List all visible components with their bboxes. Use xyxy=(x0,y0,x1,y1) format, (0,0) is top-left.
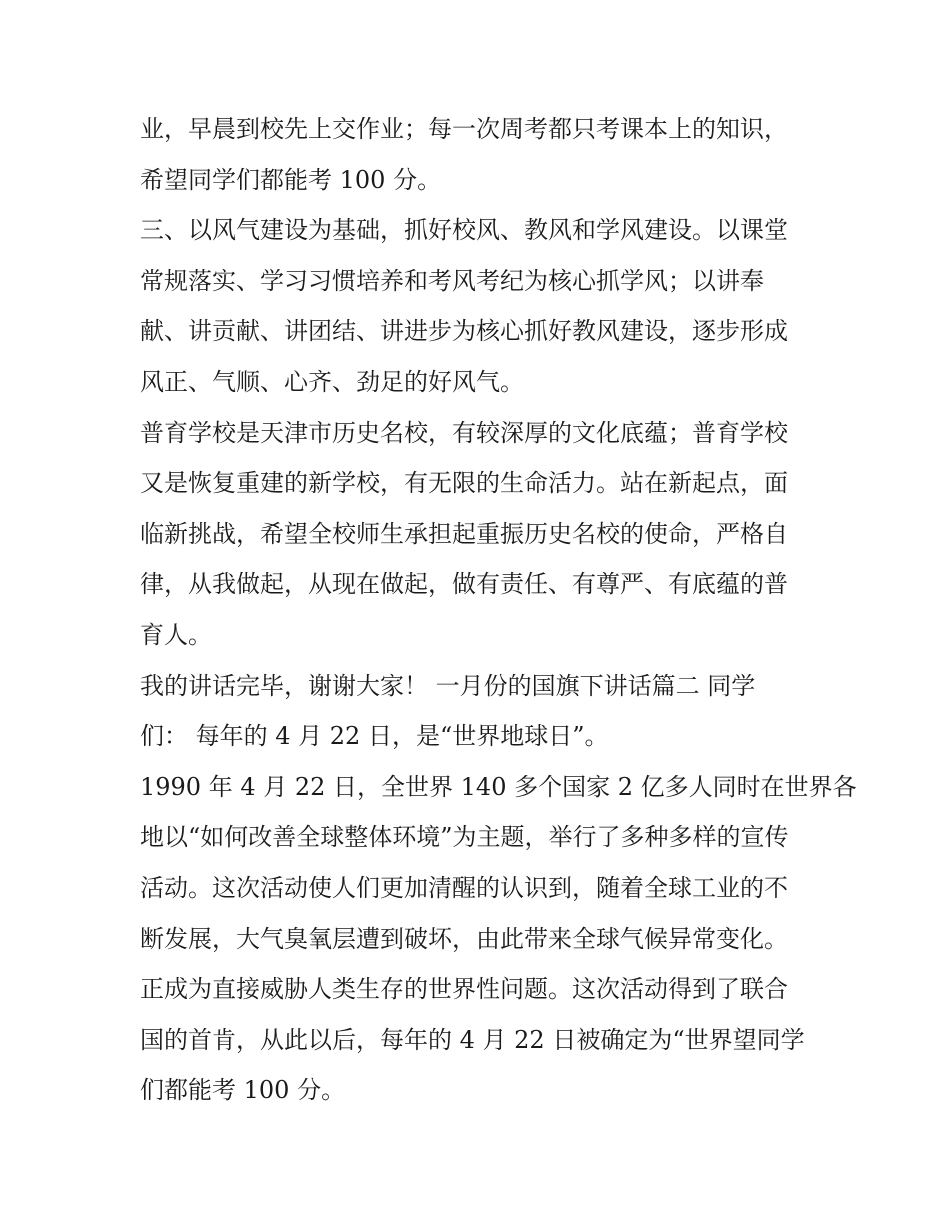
text-line: 活动。这次活动使人们更加清醒的认识到，随着全球工业的不 xyxy=(140,873,788,902)
text-line: 常规落实、学习习惯培养和考风考纪为核心抓学风；以讲奉 xyxy=(140,266,764,295)
text-line: 1990 年 4 月 22 日，全世界 140 多个国家 2 亿多人同时在世界各 xyxy=(140,772,857,801)
text-line: 地以“如何改善全球整体环境”为主题，举行了多种多样的宣传 xyxy=(140,823,789,852)
text-line: 普育学校是天津市历史名校，有较深厚的文化底蕴；普育学校 xyxy=(140,418,788,447)
text-line: 临新挑战，希望全校师生承担起重振历史名校的使命，严格自 xyxy=(140,519,788,548)
text-line: 三、以风气建设为基础，抓好校风、教风和学风建设。以课堂 xyxy=(140,216,788,245)
text-line: 育人。 xyxy=(140,620,212,649)
text-line: 又是恢复重建的新学校，有无限的生命活力。站在新起点，面 xyxy=(140,469,788,498)
text-line: 风正、气顺、心齐、劲足的好风气。 xyxy=(140,367,524,396)
text-line: 国的首肯，从此以后，每年的 4 月 22 日被确定为“世界望同学 xyxy=(140,1025,805,1054)
text-line: 们： 每年的 4 月 22 日，是“世界地球日”。 xyxy=(140,722,609,751)
text-line: 我的讲话完毕，谢谢大家！ 一月份的国旗下讲话篇二 同学 xyxy=(140,671,756,700)
text-line: 希望同学们都能考 100 分。 xyxy=(140,165,442,194)
text-line: 献、讲贡献、讲团结、讲进步为核心抓好教风建设，逐步形成 xyxy=(140,317,788,346)
text-line: 律，从我做起，从现在做起，做有责任、有尊严、有底蕴的普 xyxy=(140,570,788,599)
text-line: 业，早晨到校先上交作业；每一次周考都只考课本上的知识， xyxy=(140,115,788,143)
text-line: 们都能考 100 分。 xyxy=(140,1076,346,1105)
document-body xyxy=(140,104,857,1116)
text-line: 断发展，大气臭氧层遭到破坏，由此带来全球气候异常变化。 xyxy=(140,924,788,953)
text-line: 正成为直接威胁人类生存的世界性问题。这次活动得到了联合 xyxy=(140,975,788,1004)
